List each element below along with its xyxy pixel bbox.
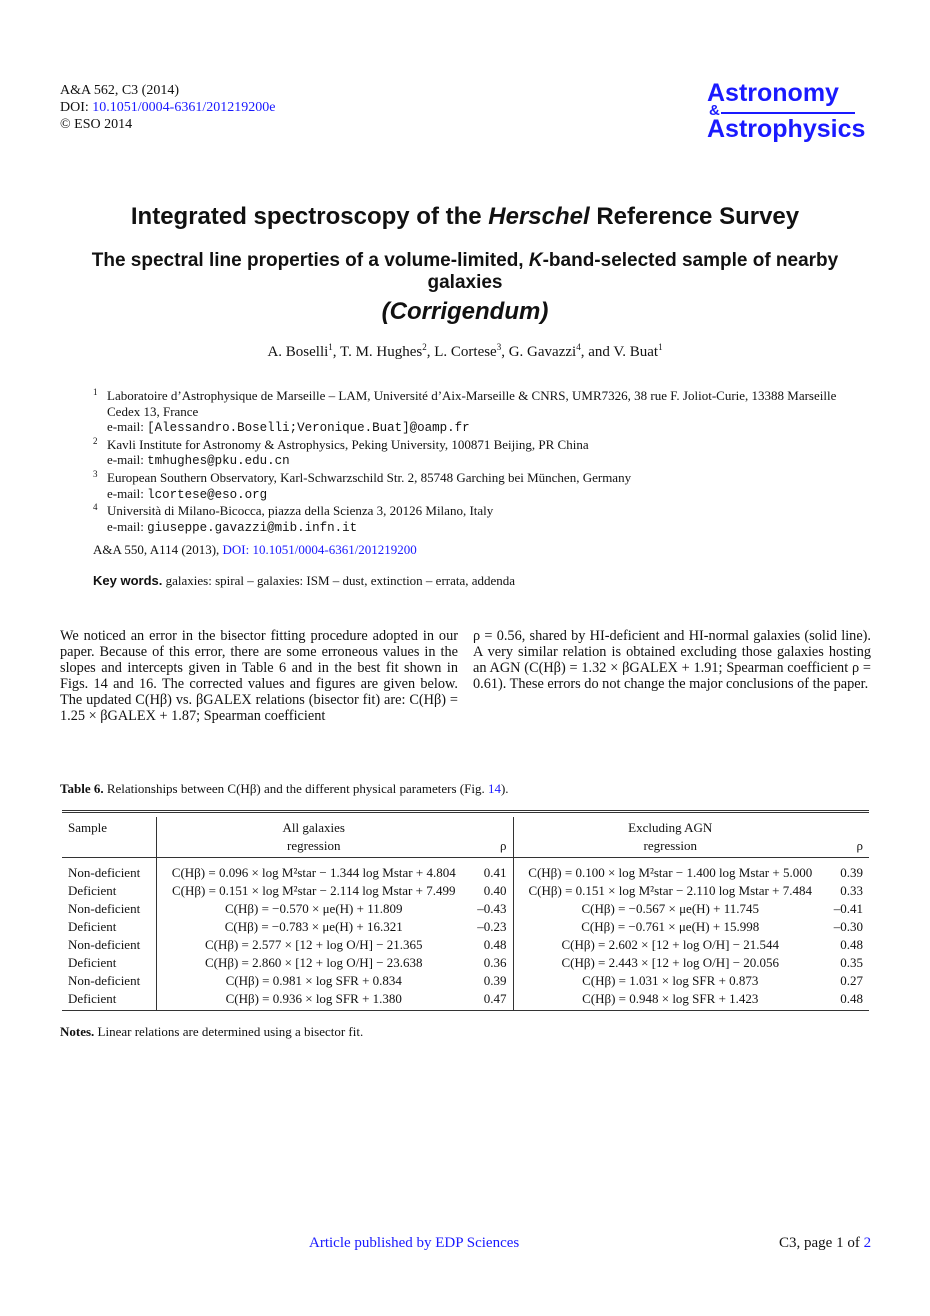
table-caption-text: ).: [500, 781, 509, 796]
affiliation-text: Università di Milano-Bicocca, piazza della Scienza 3, 20126 Milano, Italy: [107, 503, 494, 519]
body-text-right-column: ρ = 0.56, shared by HI-deficient and HI-normal galaxies (solid line). A very similar relation is obtained excluding those galaxies hosting an AGN (C(Hβ) = 1.32 × βGALEX + 1.91; Spearman coefficient ρ = 0.61). These errors do not change the major conclusions of the paper.: [473, 628, 871, 692]
table-row: [62, 918, 869, 936]
journal-logo: [707, 80, 865, 142]
author-separator: ,: [332, 344, 341, 360]
cell-sample: Deficient: [62, 918, 157, 936]
cell-regression: C(Hβ) = 0.100 × log M²star − 1.400 log Mstar + 5.000: [528, 865, 813, 880]
doi-link[interactable]: 10.1051/0004-6361/201219200e: [92, 100, 276, 115]
cell-rho: 0.39: [471, 972, 514, 990]
subtitle-italic: K: [528, 250, 543, 271]
cell-regression: C(Hβ) = 2.443 × [12 + log O/H] − 20.056: [561, 955, 780, 970]
email-label: e-mail:: [107, 518, 148, 534]
copyright: © ESO 2014: [60, 117, 133, 132]
affiliation-text: Kavli Institute for Astronomy & Astrophysics, Peking University, 100871 Beijing, PR China: [107, 436, 589, 452]
affiliation-item: [93, 503, 853, 536]
cell-rho: 0.27: [840, 973, 863, 988]
header-regression: regression: [157, 837, 471, 858]
author-separator: ,: [426, 344, 435, 360]
author: [509, 344, 614, 360]
cell-rho: 0.48: [840, 937, 863, 952]
cell-regression: C(Hβ) = 2.860 × [12 + log O/H] − 23.638: [204, 955, 423, 970]
cell-rho: –0.23: [471, 918, 514, 936]
affiliation-number: 2: [93, 435, 98, 446]
original-doi-link[interactable]: DOI: 10.1051/0004-6361/201219200: [222, 542, 417, 557]
author-name: T. M. Hughes: [340, 344, 423, 360]
table-row: [62, 900, 869, 918]
cell-rho: 0.33: [840, 883, 863, 898]
journal-logo-ampersand: &: [709, 102, 720, 119]
author-separator: , and: [580, 344, 614, 360]
paper-subtitle: [0, 250, 930, 294]
paper-title: [0, 203, 930, 231]
table-top-rule: [62, 810, 869, 817]
title-part: Integrated spectroscopy of the: [130, 203, 489, 230]
cell-sample: Non-deficient: [62, 936, 157, 954]
table-body: [62, 817, 869, 1011]
email-address[interactable]: tmhughes@pku.edu.cn: [147, 454, 290, 469]
email-label: e-mail:: [107, 452, 148, 468]
doi-line: [60, 99, 275, 116]
publisher-link[interactable]: Article published by EDP Sciences: [309, 1235, 520, 1251]
title-italic: Herschel: [488, 203, 590, 230]
cell-sample: Deficient: [62, 990, 157, 1011]
table-subheader-row: [62, 837, 869, 858]
table-row: [62, 954, 869, 972]
table-caption-text: Relationships between C(Hβ) and the different physical parameters (Fig.: [103, 781, 488, 796]
header-spacer: [827, 817, 869, 837]
cell-regression: C(Hβ) = −0.570 × μe(H) + 11.809: [225, 901, 403, 916]
author-separator: ,: [501, 344, 509, 360]
cell-sample: Deficient: [62, 882, 157, 900]
author-affiliation-mark: 3: [496, 342, 502, 352]
cell-rho: 0.47: [471, 990, 514, 1011]
cell-regression: C(Hβ) = −0.761 × μe(H) + 15.998: [581, 919, 760, 934]
figure-link[interactable]: 14: [487, 781, 501, 796]
cell-regression: C(Hβ) = 0.936 × log SFR + 1.380: [157, 990, 471, 1011]
author: [267, 344, 340, 360]
last-page-link[interactable]: 2: [863, 1235, 872, 1251]
cell-sample: Deficient: [62, 954, 157, 972]
author-affiliation-mark: 4: [576, 342, 581, 352]
original-article-reference: [93, 542, 417, 558]
author-name: L. Cortese: [434, 344, 497, 360]
cell-rho: 0.41: [471, 858, 514, 883]
doi-label: DOI:: [60, 100, 93, 115]
cell-regression: C(Hβ) = −0.783 × μe(H) + 16.321: [224, 919, 403, 934]
table-row: [62, 972, 869, 990]
cell-regression: C(Hβ) = 0.948 × log SFR + 1.423: [513, 990, 827, 1011]
affiliation-item: [93, 388, 853, 437]
author-name: G. Gavazzi: [508, 344, 577, 360]
email-label: e-mail:: [107, 485, 148, 501]
cell-sample: Non-deficient: [62, 900, 157, 918]
keywords: [93, 573, 515, 589]
cell-regression: C(Hβ) = 1.031 × log SFR + 0.873: [582, 973, 759, 988]
header-rho: ρ: [471, 837, 514, 858]
author-affiliation-mark: 1: [658, 342, 663, 352]
notes-label: Notes.: [60, 1024, 95, 1039]
table-header-row: [62, 817, 869, 837]
affiliation-text: European Southern Observatory, Karl-Schwarzschild Str. 2, 85748 Garching bei München, Germany: [107, 469, 632, 485]
affiliations: [93, 388, 853, 536]
cell-rho: 0.40: [471, 882, 514, 900]
cell-rho: 0.36: [471, 954, 514, 972]
table-notes: [60, 1024, 363, 1040]
email-label: e-mail:: [107, 419, 148, 435]
affiliation-number: 1: [93, 387, 98, 397]
cell-regression: C(Hβ) = −0.567 × μe(H) + 11.745: [581, 901, 759, 916]
email-address[interactable]: [Alessandro.Boselli;Veronique.Buat]@oamp.fr: [147, 421, 470, 436]
header-spacer: [471, 817, 514, 837]
cell-regression: C(Hβ) = 0.096 × log M²star − 1.344 log Mstar + 4.804: [171, 865, 456, 880]
header-rho: ρ: [827, 837, 869, 858]
cell-regression: C(Hβ) = 2.577 × [12 + log O/H] − 21.365: [204, 937, 423, 952]
author: [340, 344, 434, 360]
header-excluding-agn: Excluding AGN: [628, 820, 713, 835]
cell-rho: 0.39: [840, 865, 863, 880]
notes-text: Linear relations are determined using a bisector fit.: [94, 1024, 364, 1039]
corrigendum-label: (Corrigendum): [381, 298, 549, 325]
table-row: [62, 882, 869, 900]
author-name: V. Buat: [613, 344, 659, 360]
cell-sample: Non-deficient: [62, 858, 157, 883]
cell-regression: C(Hβ) = 2.602 × [12 + log O/H] − 21.544: [561, 937, 780, 952]
table-caption: [60, 781, 509, 797]
reference-text: A&A 550, A114 (2013),: [93, 542, 223, 557]
page-number: [779, 1235, 871, 1252]
cell-rho: 0.35: [840, 955, 863, 970]
cell-rho: –0.30: [833, 919, 863, 934]
relations-table: [62, 810, 869, 1011]
subtitle-part: The spectral line properties of a volume-limited,: [91, 250, 529, 271]
title-part: Reference Survey: [589, 203, 800, 230]
keywords-text: galaxies: spiral – galaxies: ISM – dust, extinction – errata, addenda: [162, 573, 516, 588]
author-list: [0, 344, 930, 361]
affiliation-item: [93, 437, 853, 470]
subtitle-part: -band-selected sample of nearby galaxies: [427, 250, 839, 293]
email-address[interactable]: lcortese@eso.org: [147, 487, 268, 502]
cell-rho: –0.43: [471, 900, 514, 918]
affiliation-number: 3: [93, 468, 98, 479]
journal-logo-rule: [721, 112, 855, 114]
email-address[interactable]: giuseppe.gavazzi@mib.infn.it: [147, 520, 358, 535]
body-text-left-column: We noticed an error in the bisector fitting procedure adopted in our paper. Because of this error, there are some erroneous values in the slopes and intercepts given in Table 6 and in the best fit shown in Figs. 14 and 16. The corrected values and figures are given below. The updated C(Hβ) vs. βGALEX relations (bisector fit) are: C(Hβ) = 1.25 × βGALEX + 1.87; Spearman coefficient: [60, 628, 458, 724]
cell-rho: 0.48: [471, 936, 514, 954]
citation-block: [60, 82, 275, 133]
author-name: A. Boselli: [267, 344, 329, 360]
author: [613, 344, 662, 360]
table-row: [62, 990, 869, 1011]
affiliation-number: 4: [93, 502, 98, 513]
cell-rho: 0.48: [827, 990, 869, 1011]
table-row: [62, 936, 869, 954]
header-spacer: [62, 837, 157, 858]
cell-sample: Non-deficient: [62, 972, 157, 990]
author: [434, 344, 508, 360]
cell-regression: C(Hβ) = 0.151 × log M²star − 2.114 log Mstar + 7.499: [172, 883, 456, 898]
table-caption-label: Table 6.: [60, 781, 104, 796]
page-number-text: C3, page 1 of: [779, 1235, 864, 1251]
cell-regression: C(Hβ) = 0.151 × log M²star − 2.110 log Mstar + 7.484: [528, 883, 812, 898]
header-regression: regression: [513, 837, 827, 858]
citation: A&A 562, C3 (2014): [60, 83, 179, 98]
table-row: [62, 858, 869, 883]
affiliation-item: [93, 470, 853, 503]
header-sample: Sample: [62, 817, 157, 837]
journal-logo-line2: Astrophysics: [707, 115, 866, 143]
author-affiliation-mark: 2: [422, 342, 427, 352]
journal-logo-line1: Astronomy: [707, 79, 839, 107]
cell-rho: –0.41: [833, 901, 863, 916]
header-all-galaxies: All galaxies: [282, 820, 345, 835]
author-affiliation-mark: 1: [328, 342, 333, 352]
cell-regression: C(Hβ) = 0.981 × log SFR + 0.834: [225, 973, 402, 988]
affiliation-text: Laboratoire d’Astrophysique de Marseille – LAM, Université d’Aix-Marseille & CNRS, UMR7326, 38 rue F. Joliot-Curie, 13388 Marseille Cedex 13, France: [107, 388, 837, 419]
keywords-label: Key words.: [93, 573, 163, 588]
